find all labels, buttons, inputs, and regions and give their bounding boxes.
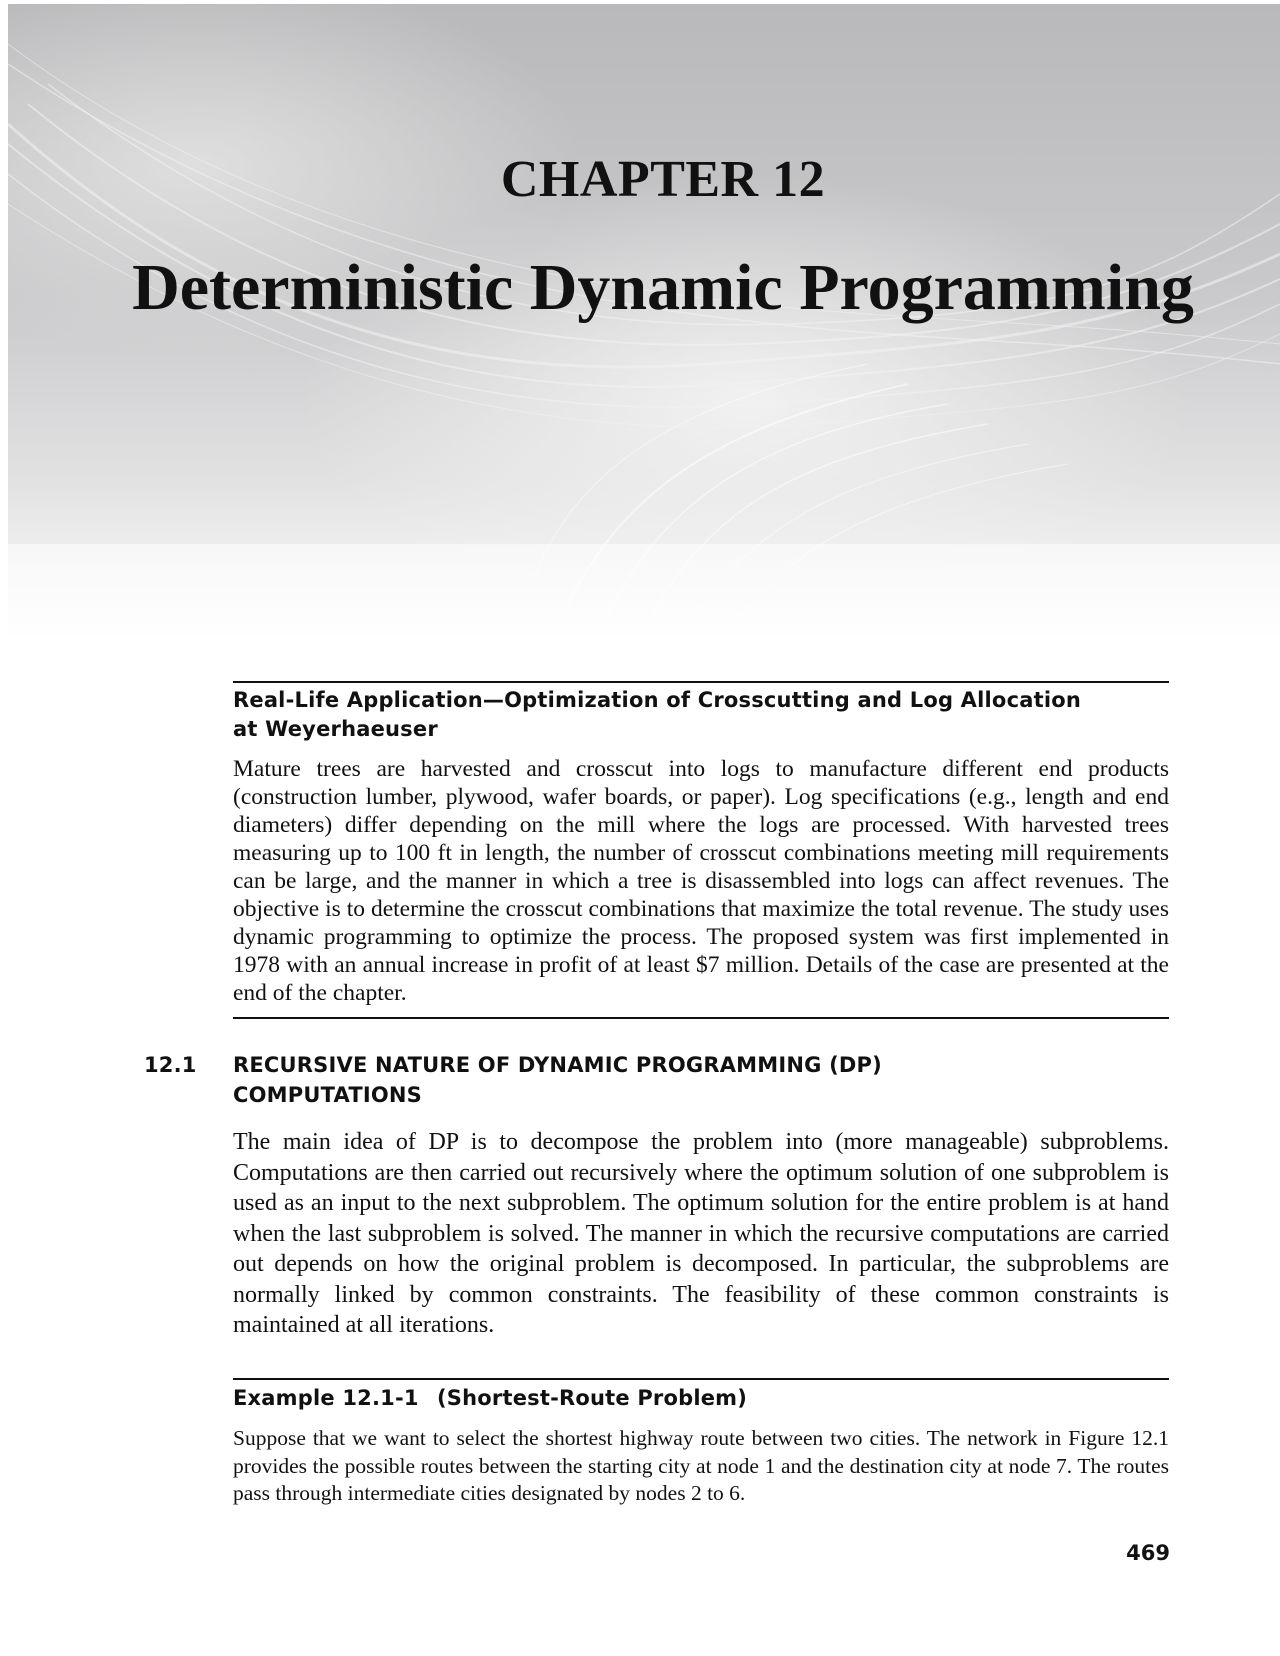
example-label: Example 12.1-1 bbox=[233, 1386, 419, 1410]
example-title: (Shortest-Route Problem) bbox=[437, 1386, 748, 1410]
example-body: Suppose that we want to select the shortest highway route between two cities. The network in Figure 12.1 provides the possible routes between the starting city at node 1 and the destination city at node 7. The routes pass through intermediate cities designated by nodes 2 to 6. bbox=[233, 1426, 1169, 1505]
section-title-line2: COMPUTATIONS bbox=[233, 1083, 423, 1107]
application-heading-line2: at Weyerhaeuser bbox=[233, 717, 438, 741]
chapter-title: Deterministic Dynamic Programming bbox=[132, 251, 1194, 324]
chapter-label: CHAPTER 12 bbox=[500, 151, 826, 208]
page-number: 469 bbox=[1126, 1541, 1170, 1565]
section-number: 12.1 bbox=[144, 1053, 197, 1077]
section-title-line1: RECURSIVE NATURE OF DYNAMIC PROGRAMMING (DP) bbox=[233, 1053, 882, 1077]
section-body: The main idea of DP is to decompose the problem into (more manageable) subproblems. Computations are then carried out recursively where the optimum solution of one subproblem is used as an input to the next subproblem. The optimum solution for the entire problem is at hand when the last subproblem is solved. The manner in which the recursive computations are carried out depends on how the original problem is decomposed. In particular, the subproblems are normally linked by common constraints. The feasibility of these common constraints is maintained at all iterations. bbox=[233, 1129, 1169, 1338]
application-bottom-rule bbox=[233, 1017, 1169, 1019]
application-body: Mature trees are harvested and crosscut into logs to manufacture different end products (construction lumber, plywood, wafer boards, or paper). Log specifications (e.g., length and end diameters) differ depending on the mill where the logs are processed. With harvested trees measuring up to 100 ft in length, the number of crosscut combinations meeting mill requirements can be large, and the manner in which a tree is disassembled into logs can affect revenues. The objective is to determine the crosscut combinations that maximize the total revenue. The study uses dynamic programming to optimize the process. The proposed system was first implemented in 1978 with an annual increase in profit of at least $7 million. Details of the case are presented at the end of the chapter. bbox=[233, 756, 1169, 1006]
example-rule bbox=[233, 1378, 1169, 1380]
application-heading-line1: Real-Life Application—Optimization of Crosscutting and Log Allocation bbox=[233, 688, 1081, 712]
chapter-banner bbox=[8, 4, 1280, 644]
application-top-rule bbox=[233, 681, 1169, 683]
